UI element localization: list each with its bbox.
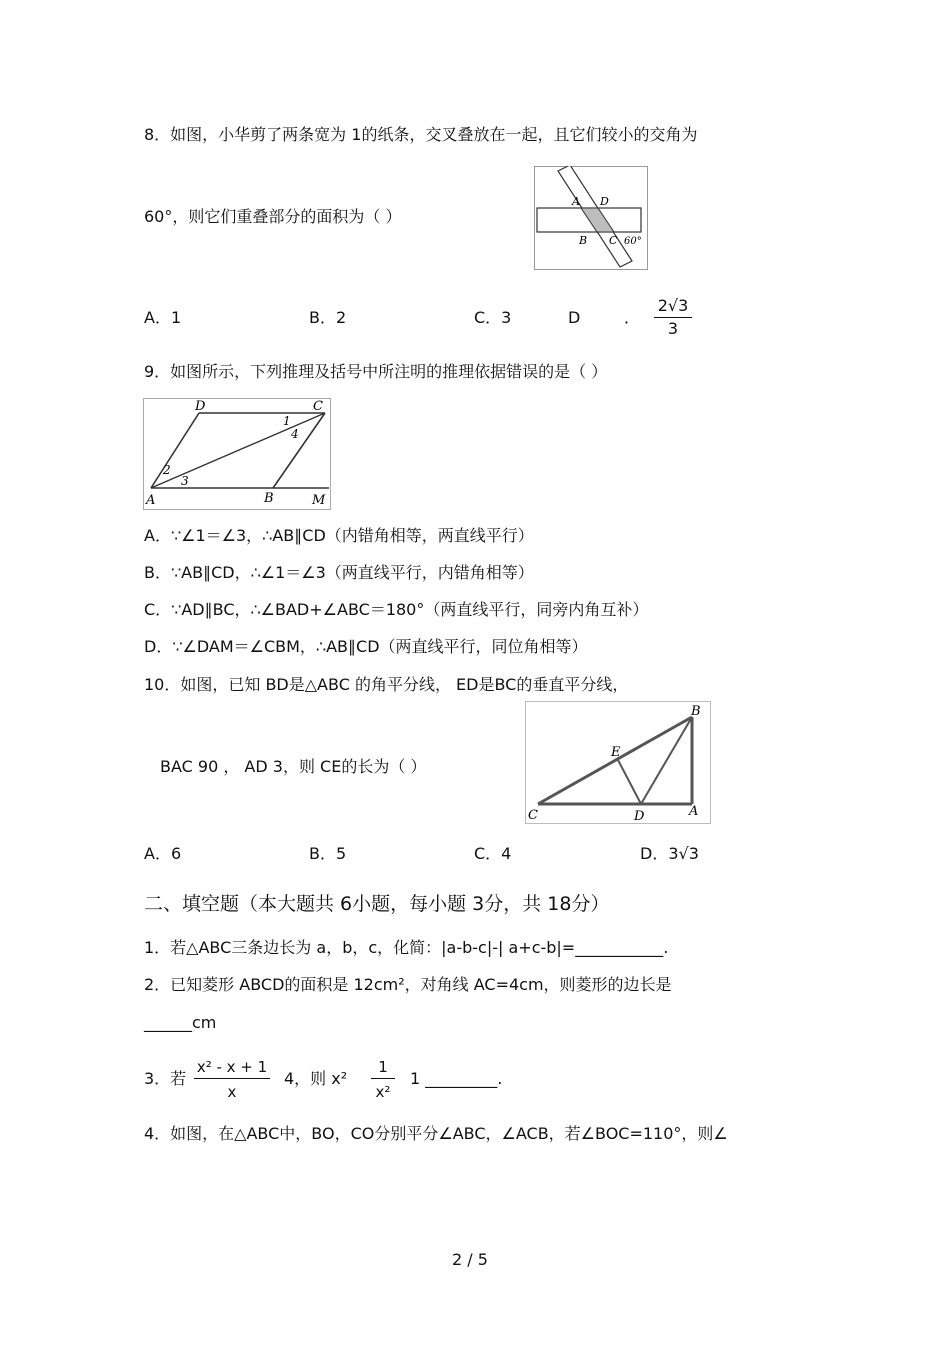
q9-label-angle3: 3	[181, 474, 189, 488]
page-number: 2 / 5	[452, 1250, 488, 1269]
q8-option-d-numerator: 2√3	[657, 296, 689, 315]
q10-label-d: D	[634, 809, 645, 824]
q9-label-b: B	[264, 491, 274, 506]
fill-q1: 1．若△ABC三条边长为 a，b，c，化简：|a-b-c|-| a+c-b|=___________.	[144, 938, 669, 957]
q9-label-angle4: 4	[291, 427, 299, 441]
q10-stem-line2: BAC 90 ， AD 3，则 CE的长为（ ）	[160, 757, 427, 776]
q8-option-c: C．3	[474, 308, 512, 327]
fill-q3-mid: 4，则 x²	[284, 1069, 348, 1088]
fill-q3-denominator: x	[227, 1083, 237, 1101]
q9-label-a: A	[146, 493, 156, 508]
q8-label-b: B	[579, 234, 588, 247]
q10-option-d: D．3√3	[640, 844, 699, 863]
q10-option-b: B．5	[309, 844, 347, 863]
q10-label-e: E	[611, 745, 621, 760]
fill-q3-fraction2-bar	[371, 1078, 395, 1079]
fill-q2-line2: ______cm	[144, 1013, 217, 1032]
q9-figure	[143, 398, 331, 510]
q10-option-a: A．6	[144, 844, 182, 863]
fill-q2-line1: 2．已知菱形 ABCD的面积是 12cm²，对角线 AC=4cm，则菱形的边长是	[144, 975, 672, 994]
q9-figure-frame	[144, 399, 331, 510]
q9-label-c: C	[313, 399, 323, 414]
fill-q3-tail: 1 _________.	[410, 1069, 503, 1088]
q10-label-c: C	[528, 808, 538, 823]
q8-option-d-denominator: 3	[667, 319, 679, 338]
q8-option-a: A．1	[144, 308, 182, 327]
q8-option-b: B．2	[309, 308, 347, 327]
q8-option-d-letter: D	[568, 308, 581, 327]
fill-q3-fraction2	[368, 1057, 398, 1102]
q9-option-a: A．∵∠1＝∠3，∴AB∥CD（内错角相等，两直线平行）	[144, 526, 534, 545]
q9-label-angle2: 2	[163, 463, 171, 477]
q10-figure	[525, 701, 713, 825]
q10-label-a: A	[689, 804, 699, 819]
fill-q3-denominator2: x²	[375, 1083, 391, 1101]
q9-label-d: D	[195, 399, 206, 414]
q9-option-d: D．∵∠DAM＝∠CBM，∴AB∥CD（两直线平行，同位角相等）	[144, 637, 588, 656]
fill-q3-fraction1-bar	[194, 1078, 270, 1079]
q10-label-b: B	[691, 704, 701, 719]
q8-option-d-fraction	[652, 296, 694, 339]
section2-heading: 二、填空题（本大题共 6小题，每小题 3分，共 18分）	[144, 893, 610, 915]
q8-label-d: D	[600, 195, 609, 208]
q9-label-angle1: 1	[283, 414, 291, 428]
q9-option-c: C．∵AD∥BC，∴∠BAD+∠ABC＝180°（两直线平行，同旁内角互补）	[144, 600, 649, 619]
q8-label-a: A	[572, 195, 580, 208]
fill-q4: 4．如图，在△ABC中，BO，CO分别平分∠ABC，∠ACB，若∠BOC=110°，则∠	[144, 1124, 728, 1143]
q8-stem-line2: 60°，则它们重叠部分的面积为（ ）	[144, 207, 402, 226]
fill-q3-prefix: 3．若	[144, 1069, 187, 1088]
fill-q3-fraction1	[192, 1057, 272, 1102]
q8-option-d-dot: ．	[624, 308, 641, 327]
fill-q3-numerator: x² - x + 1	[196, 1058, 268, 1076]
q9-stem: 9．如图所示，下列推理及括号中所注明的推理依据错误的是（ ）	[144, 362, 608, 381]
q10-option-c: C．4	[474, 844, 512, 863]
q8-figure	[534, 166, 648, 270]
q8-label-c: C	[609, 234, 618, 247]
q9-option-b: B．∵AB∥CD，∴∠1＝∠3（两直线平行，内错角相等）	[144, 563, 534, 582]
fill-q3-numerator2: 1	[378, 1058, 388, 1076]
q8-option-d-fraction-bar	[654, 317, 692, 318]
q8-label-angle: 60°	[624, 236, 642, 247]
q8-stem-line1: 8．如图，小华剪了两条宽为 1的纸条，交叉叠放在一起，且它们较小的交角为	[144, 125, 698, 144]
q10-stem-line1: 10．如图，已知 BD是△ABC 的角平分线， ED是BC的垂直平分线，	[144, 675, 629, 694]
q9-label-m: M	[312, 493, 326, 508]
